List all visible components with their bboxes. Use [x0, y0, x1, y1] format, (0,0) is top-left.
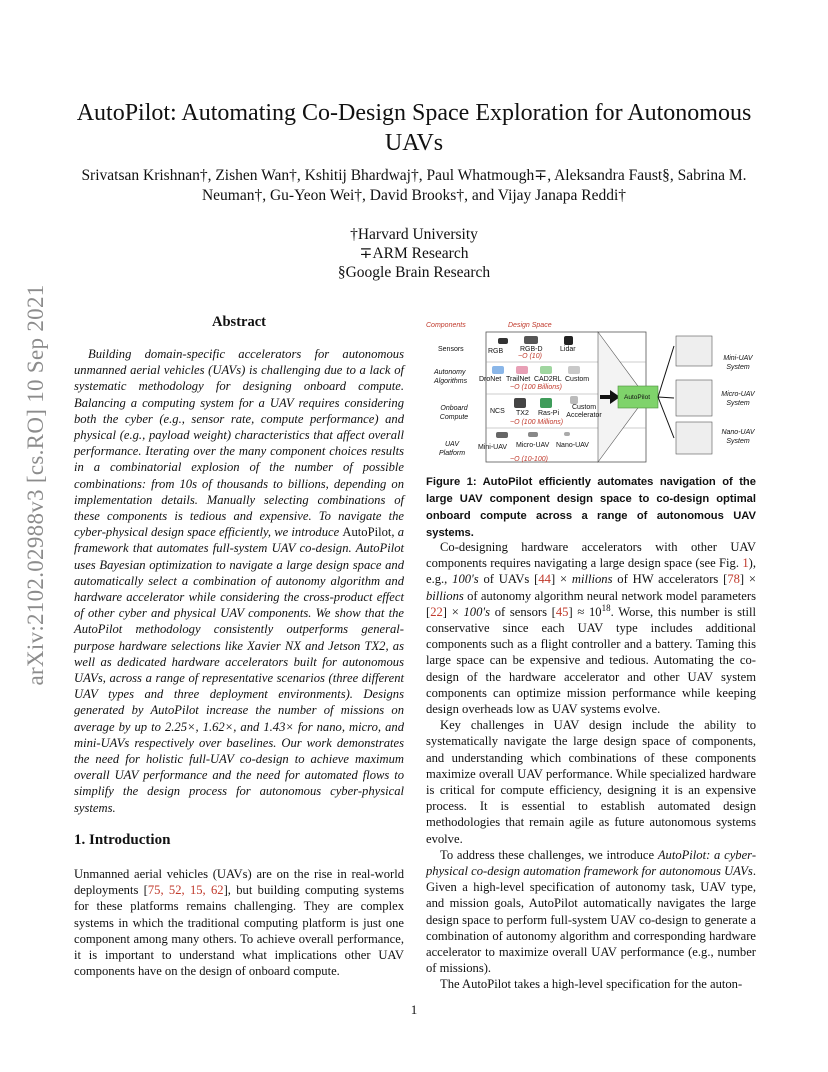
intro-refs[interactable]: 75, 52, 15, 62: [147, 883, 224, 898]
arxiv-stamp: [6, 284, 66, 686]
row-label-sensors: Sensors: [438, 346, 464, 353]
count-platform: ~O (10-100): [510, 456, 548, 463]
raspi-icon: [540, 398, 552, 408]
trailnet-icon: [516, 366, 528, 374]
count-sensors: ~O (10): [518, 353, 542, 360]
figure-caption: Figure 1: AutoPilot efficiently automates navigation of the large UAV component design space to co-design optimal onboard compute across a range of autonomous UAV systems.: [426, 476, 756, 539]
author-line-1: Srivatsan Krishnan†, Zishen Wan†, Kshitij Bhardwaj†, Paul Whatmough∓, Aleksandra Faust§, Sabrina M.: [81, 167, 747, 184]
item-custom-algo: Custom: [565, 376, 590, 383]
affiliations: [260, 225, 568, 282]
author-line-2: Neuman†, Gu-Yeon Wei†, David Brooks†, and Vijay Janapa Reddi†: [201, 187, 627, 204]
r-text: Co-designing hardware accelerators with other UAV components requires navigating a large design space (see Fig.: [426, 540, 756, 571]
r-text: ] ≈ 10: [568, 604, 602, 619]
r-text: of autonomy algorithm neural network model parameters [: [426, 588, 756, 619]
r-text: of sensors [: [490, 604, 556, 619]
intro-text-a: Unmanned aerial vehicles (UAVs) are on the rise in real-world deployments [: [74, 867, 404, 898]
intro-heading: 1. Introduction: [74, 832, 171, 848]
item-rgb: RGB: [488, 348, 504, 355]
row-label-compute: Onboard Compute: [439, 405, 469, 421]
row-label-algorithms: Autonomy Algorithms: [434, 369, 468, 385]
arrow-nano: [658, 397, 674, 438]
affiliation-arm: ∓ARM Research: [359, 245, 469, 262]
item-nano-uav: Nano-UAV: [556, 442, 589, 449]
item-raspi: Ras-Pi: [538, 410, 560, 417]
chip-icon: [570, 396, 578, 404]
item-rgbd: RGB-D: [520, 346, 543, 353]
figure-1: [424, 318, 760, 468]
figure-diagram: [424, 318, 760, 468]
count-algorithms: ~O (100 Billions): [510, 384, 562, 391]
r-text: ] ×: [442, 604, 464, 619]
exponent: 18: [601, 602, 611, 613]
item-trailnet: TrailNet: [506, 376, 531, 383]
r-text: . Given a high-level specification of autonomy task, UAV type, and mission goals, AutoPilot automatically navigates the large design space to perform full-system UAV co-design to generate a combination of autonomy algorithm and corresponding hardware accelerator to maximize overall UAV performance (e.g., number of missions).: [426, 864, 756, 976]
citation[interactable]: 45: [555, 604, 569, 619]
r-paragraph-4: The AutoPilot takes a high-level specification for the auton-: [440, 977, 743, 992]
arrow-mini: [658, 346, 674, 397]
lidar-icon: [564, 336, 573, 345]
micro-uav-box: [676, 380, 712, 416]
nano-uav-icon: [564, 432, 570, 436]
abstract-text-2: , a framework that automates full-system UAV co-design. AutoPilot uses Bayesian optimization to navigate a large design space and automatically select a combination of autonomy algorithm and hardware accelerator while considering the cross-product effect of other cyber and physical UAV components. We show that the AutoPilot methodology consistently outperforms general-purpose hardware selections like Xavier NX and Jetson TX2, as well as dedicated hardware accelerators built for autonomous UAVs, across a range of representative scenarios (three different UAV types and three deployment environments). Designs generated by AutoPilot increase the number of missions on average by up to 2.25×, 1.62×, and 1.43× for nano, micro, and mini-UAVs respectively over baselines. Our work demonstrates the need for holistic full-UAV co-design to achieve maximum overall UAV performance and the need for automated flows to simplify the design process for autonomous cyber-physical systems.: [74, 525, 404, 815]
nano-uav-box: [676, 422, 712, 454]
fig-ref[interactable]: 1: [742, 556, 749, 571]
mini-uav-box: [676, 336, 712, 366]
design-space-header: Design Space: [508, 322, 552, 329]
r-text: of UAVs [: [478, 572, 539, 587]
abstract-heading: Abstract: [212, 314, 266, 330]
item-lidar: Lidar: [560, 346, 576, 353]
system-mini: Mini-UAV System: [723, 355, 753, 371]
system-micro: Micro-UAV System: [721, 391, 755, 407]
count-compute: ~O (100 Millions): [510, 419, 564, 426]
r-text: 100's: [452, 572, 479, 587]
r-text: ] ×: [739, 572, 757, 587]
affiliation-harvard: †Harvard University: [350, 226, 478, 243]
paper-title: AutoPilot: Automating Co-Design Space Exploration for Autonomous UAVs: [76, 100, 752, 156]
page-number: 1: [410, 1002, 418, 1017]
r-text: billions: [426, 588, 464, 603]
cad2rl-icon: [540, 366, 552, 374]
citation[interactable]: 22: [430, 604, 443, 619]
item-mini-uav: Mini-UAV: [478, 444, 508, 451]
rgbd-camera-icon: [524, 336, 538, 344]
r-text: millions: [571, 572, 613, 587]
r-text: . Worse, this number is still conservative since each UAV type includes additional components such as a flight controller and a battery. Taming this large space can be expensive and tedious. Automating the co-design of the hardware accelerator and other UAV system components can optimize mission performance while keeping design overheads low as UAV systems evolve.: [426, 604, 756, 717]
item-tx2: TX2: [516, 410, 529, 417]
citation[interactable]: 44: [538, 572, 551, 587]
autopilot-label: AutoPilot: [624, 394, 651, 401]
micro-uav-icon: [528, 432, 538, 437]
tx2-icon: [514, 398, 526, 408]
r-text: 100's: [463, 604, 490, 619]
rgb-camera-icon: [498, 338, 508, 344]
right-column: [426, 539, 756, 993]
item-ncs: NCS: [490, 408, 505, 415]
arrow-micro: [658, 397, 674, 398]
item-dronet: DroNet: [479, 376, 502, 383]
item-micro-uav: Micro-UAV: [516, 442, 550, 449]
item-cad2rl: CAD2RL: [534, 376, 562, 383]
r-text: AutoPilot: a cyber-physical co-design automation framework for autonomous UAVs: [426, 847, 757, 879]
affiliation-google: §Google Brain Research: [337, 264, 491, 281]
r-text: ), e.g.,: [426, 556, 756, 587]
r-text: of HW accelerators [: [612, 572, 728, 587]
row-label-platform: UAV Platform: [438, 441, 466, 457]
abstract-body: [74, 346, 404, 816]
components-header: Components: [426, 322, 466, 329]
author-list: [60, 166, 768, 206]
citation[interactable]: 78: [727, 572, 740, 587]
r-paragraph-2: Key challenges in UAV design include the ability to systematically navigate the large design space of components, and understanding which combinations of these components maximize overall UAV performance. While specialized hardware is critical for compute efficiency, designing it is an expensive process. It is essential to establish automated design methodologies that remain agile as future autonomous systems evolve.: [426, 718, 756, 846]
custom-algo-icon: [568, 366, 580, 374]
r-text: To address these challenges, we introduce: [440, 847, 658, 862]
system-nano: Nano-UAV System: [721, 429, 755, 445]
dronet-icon: [492, 366, 504, 374]
abstract-autopilot: AutoPilot: [342, 525, 392, 540]
abstract-text-1: Building domain-specific accelerators for autonomous unmanned aerial vehicles (UAVs) is challenging due to a lack of systematic methodology for designing onboard compute. Balancing a computing system for a UAV requires considering both the cyber (e.g., sensor rate, compute performance) and physical (e.g., payload weight) characteristics that affect overall performance. Iterating over the many component choices results in a combinatorial explosion of the number of possible combinations: from 10s of thousands to billions, depending on implementation details. Manually selecting combinations of these components is tedious and expensive. To navigate the cyber-physical design space efficiently, we introduce: [74, 347, 404, 540]
arxiv-id: arXiv:2102.02988v3 [cs.RO] 10 Sep 2021: [23, 284, 48, 686]
r-text: ] ×: [550, 572, 572, 587]
intro-text-b: ], but building computing systems for these platforms remains challenging. They are complex systems in which the traditional computing platform is just one component among many others. To achieve overall performance, it is important to understand what implications other UAV components have on the design of onboard compute.: [74, 883, 405, 979]
item-custom-accel: Custom Accelerator: [566, 404, 602, 419]
intro-body: [74, 866, 404, 979]
mini-uav-icon: [496, 432, 508, 438]
